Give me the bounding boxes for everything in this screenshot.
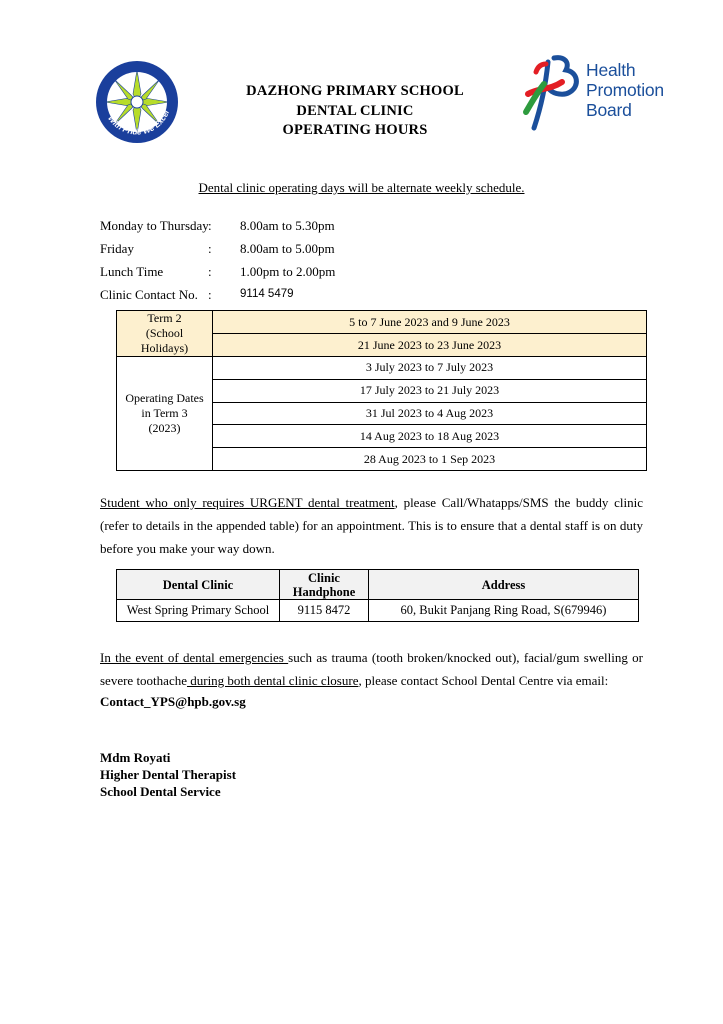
school-name: DAZHONG PRIMARY SCHOOL (246, 83, 464, 99)
hours-colon: : (208, 264, 212, 279)
hours-value: 1.00pm to 2.00pm (240, 264, 336, 279)
date-cell: 21 June 2023 to 23 June 2023 (213, 334, 647, 357)
term3-label-line: Operating Dates (125, 390, 204, 405)
term3-label-cell (117, 357, 213, 471)
date-cell: 28 Aug 2023 to 1 Sep 2023 (213, 448, 647, 471)
table-header-row (117, 570, 639, 600)
hours-label: Monday to Thursday (100, 218, 209, 233)
hours-colon: : (208, 287, 212, 302)
table-row (117, 357, 647, 380)
hpb-logo (520, 52, 665, 144)
hours-value: 8.00am to 5.00pm (240, 241, 335, 256)
emergency-closure-text: during both dental clinic closure (186, 673, 359, 688)
emergency-paragraph (100, 646, 643, 692)
operating-hours-heading: OPERATING HOURS (282, 122, 428, 138)
emergency-lead: In the event of dental emergencies (100, 650, 289, 665)
date-cell: 31 Jul 2023 to 4 Aug 2023 (213, 402, 647, 425)
date-cell: 3 July 2023 to 7 July 2023 (213, 357, 647, 380)
column-header: Clinic Handphone (280, 570, 369, 600)
table-cell: West Spring Primary School (117, 600, 280, 622)
table-row (117, 600, 639, 622)
urgent-treatment-lead: Student who only requires URGENT dental treatment (100, 495, 395, 510)
term3-label-line: in Term 3 (141, 405, 188, 420)
term2-label-line: Holidays) (140, 341, 189, 355)
hpb-line-board: Board (586, 100, 632, 120)
urgent-treatment-paragraph (100, 491, 643, 560)
hpb-logo-text (586, 60, 664, 120)
emergency-contact-text: , please contact School Dental Centre via email: (358, 673, 609, 688)
page-title (200, 82, 510, 141)
date-cell: 5 to 7 June 2023 and 9 June 2023 (213, 311, 647, 334)
term2-label-line: Term 2 (147, 311, 182, 325)
table-row (117, 311, 647, 334)
school-logo-emblem (95, 58, 179, 148)
table-cell: 9115 8472 (280, 600, 369, 622)
urgent-treatment-text: , please Call/Whatapps/SMS the buddy clinic (refer to details in the appended table) for an appointment. This is to ensure that a dental staff is on duty before you make your way down. (100, 495, 643, 556)
signatory-department: School Dental Service (100, 784, 221, 799)
hpb-line-promotion: Promotion (586, 80, 664, 100)
svg-text:With Pride We Excel: With Pride We Excel (106, 109, 172, 137)
hours-colon: : (208, 218, 212, 233)
column-header: Dental Clinic (117, 570, 280, 600)
term3-label-line: (2023) (148, 420, 181, 435)
clinic-name: DENTAL CLINIC (296, 102, 414, 119)
emergency-text: such as trauma (tooth broken/knocked out), facial/gum swelling or severe toothache (100, 650, 643, 688)
hours-value: 8.00am to 5.30pm (240, 218, 335, 233)
hours-label: Clinic Contact No. (100, 287, 198, 302)
date-cell: 17 July 2023 to 21 July 2023 (213, 379, 647, 402)
clinic-contact-number: 9114 5479 (240, 288, 294, 300)
schedule-note: Dental clinic operating days will be alternate weekly schedule. (198, 180, 525, 195)
hours-label: Friday (100, 241, 134, 256)
operating-dates-table (116, 310, 647, 471)
column-header: Address (369, 570, 639, 600)
hours-colon: : (208, 241, 212, 256)
term2-label-cell (117, 311, 213, 357)
signatory-name: Mdm Royati (100, 750, 171, 765)
school-logo (95, 58, 179, 148)
hpb-logo-mark (520, 52, 586, 144)
contact-email[interactable]: Contact_YPS@hpb.gov.sg (100, 694, 246, 709)
hours-label: Lunch Time (100, 264, 164, 279)
term2-label-line: (School (145, 326, 184, 340)
date-cell: 14 Aug 2023 to 18 Aug 2023 (213, 425, 647, 448)
signature-block (100, 749, 236, 800)
signatory-title: Higher Dental Therapist (100, 767, 237, 782)
table-cell: 60, Bukit Panjang Ring Road, S(679946) (369, 600, 639, 622)
buddy-clinic-table (116, 569, 639, 622)
hpb-line-health: Health (586, 60, 636, 80)
